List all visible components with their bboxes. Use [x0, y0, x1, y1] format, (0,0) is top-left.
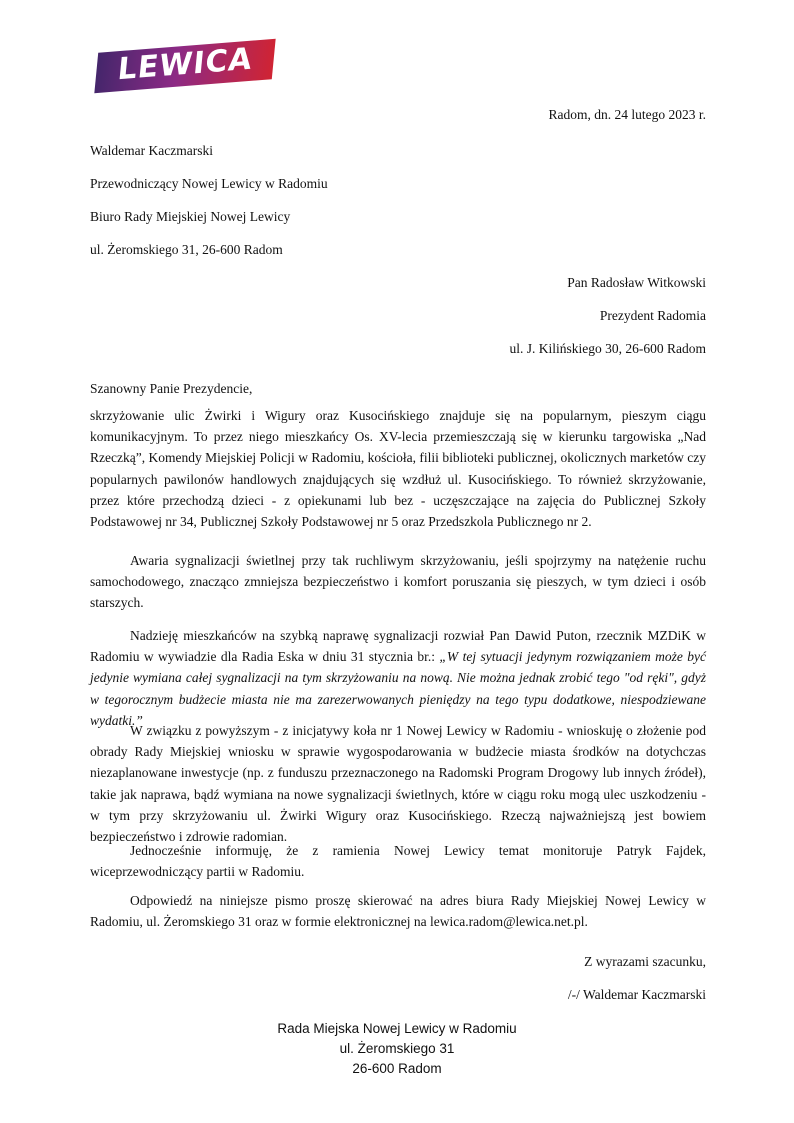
- footer-street: ul. Żeromskiego 31: [339, 1041, 455, 1056]
- sender-title: Przewodniczący Nowej Lewicy w Radomiu: [90, 176, 328, 191]
- paragraph-spokesman-quote: [90, 625, 706, 731]
- closing-phrase: Z wyrazami szacunku,: [584, 954, 706, 969]
- footer-block: [0, 1019, 794, 1079]
- sender-name: Waldemar Kaczmarski: [90, 143, 213, 158]
- lewica-logo-text: LEWICA: [116, 41, 255, 88]
- sender-address: ul. Żeromskiego 31, 26-600 Radom: [90, 242, 283, 257]
- paragraph-motion-request: W związku z powyższym - z inicjatywy koła nr 1 Nowej Lewicy w Radomiu - wnioskuję o złożenie pod obrady Rady Miejskiej wniosku w sprawie wygospodarowania w budżecie miasta środków na dotychczas niezaplanowane inwestycje (np. z funduszu przeznaczonego na Radomski Program Drogowy lub innych źródeł), takie jak naprawa, bądź wymiana na nowe sygnalizacji świetlnych, które w ciągu roku mogą ulec uszkodzeniu - w tym przy skrzyżowaniu ul. Żwirki Wigury oraz Kusocińskiego. Rzeczą najważniejszą jest bowiem bezpieczeństwo i zdrowie radomian.: [90, 723, 706, 845]
- footer-org-name: Rada Miejska Nowej Lewicy w Radomiu: [277, 1021, 517, 1036]
- lewica-logo: [94, 39, 275, 93]
- paragraph-reply-address: Odpowiedź na niniejsze pismo proszę skierować na adres biura Rady Miejskiej Nowej Lewicy w Radomiu, ul. Żeromskiego 31 oraz w formie elektronicznej na lewica.radom@lewica.net.pl.: [90, 893, 706, 930]
- paragraph-monitoring-info: Jednocześnie informuję, że z ramienia Nowej Lewicy temat monitoruje Patryk Fajdek, wiceprzewodniczący partii w Radomiu.: [90, 843, 706, 880]
- sender-block: [90, 141, 706, 273]
- recipient-title: Prezydent Radomia: [599, 308, 706, 323]
- sender-office: Biuro Rady Miejskiej Nowej Lewicy: [90, 209, 291, 224]
- closing-signature: /-/ Waldemar Kaczmarski: [567, 987, 706, 1002]
- paragraph-intersection-intro: skrzyżowanie ulic Żwirki i Wigury oraz Kusocińskiego znajduje się na popularnym, pieszym ciągu komunikacyjnym. To przez niego mieszkańcy Os. XV-lecia przemieszczają się w kierunku targowiska „Nad Rzeczką”, Komendy Miejskiej Policji w Radomiu, kościoła, filii biblioteki publicznej, okolicznych marketów czy popularnych pawilonów handlowych znajdujących się wzdłuż ul. Kusocińskiego. To również skrzyżowanie, przez które przechodzą dzieci - z opiekunami lub bez - uczęszczające na zajęcia do Publicznej Szkoły Podstawowej nr 34, Publicznej Szkoły Podstawowej nr 5 oraz Przedszkola Publicznego nr 2.: [90, 408, 706, 530]
- quote-italic-text: „W tej sytuacji jedynym rozwiązaniem może być jedynie wymiana całej sygnalizacji na tym skrzyżowaniu na nową. Nie można jednak zrobić tego "od ręki", gdyż w tegorocznym budżecie miasta nie ma zarezerwowanych pieniędzy na tego typu dodatkowe, niespodziewane wydatki.”: [90, 649, 706, 728]
- recipient-address: ul. J. Kilińskiego 30, 26-600 Radom: [509, 341, 706, 356]
- closing-block: [90, 952, 706, 1018]
- salutation: Szanowny Panie Prezydencie,: [90, 381, 253, 396]
- paragraph-signal-failure: Awaria sygnalizacji świetlnej przy tak ruchliwym skrzyżowaniu, jeśli spojrzymy na natężenie ruchu samochodowego, znacząco zmniejsza bezpieczeństwo i komfort poruszania się pieszych, w tym dzieci i osób starszych.: [90, 553, 706, 611]
- recipient-block: [90, 273, 706, 372]
- date-line: Radom, dn. 24 lutego 2023 r.: [548, 107, 706, 122]
- footer-city: 26-600 Radom: [352, 1061, 442, 1076]
- recipient-name: Pan Radosław Witkowski: [567, 275, 706, 290]
- quote-lead-text: Nadzieję mieszkańców na szybką naprawę sygnalizacji rozwiał Pan Dawid Puton, rzecznik MZDiK w Radomiu w wywiadzie dla Radia Eska w dniu 31 stycznia br.:: [90, 628, 706, 665]
